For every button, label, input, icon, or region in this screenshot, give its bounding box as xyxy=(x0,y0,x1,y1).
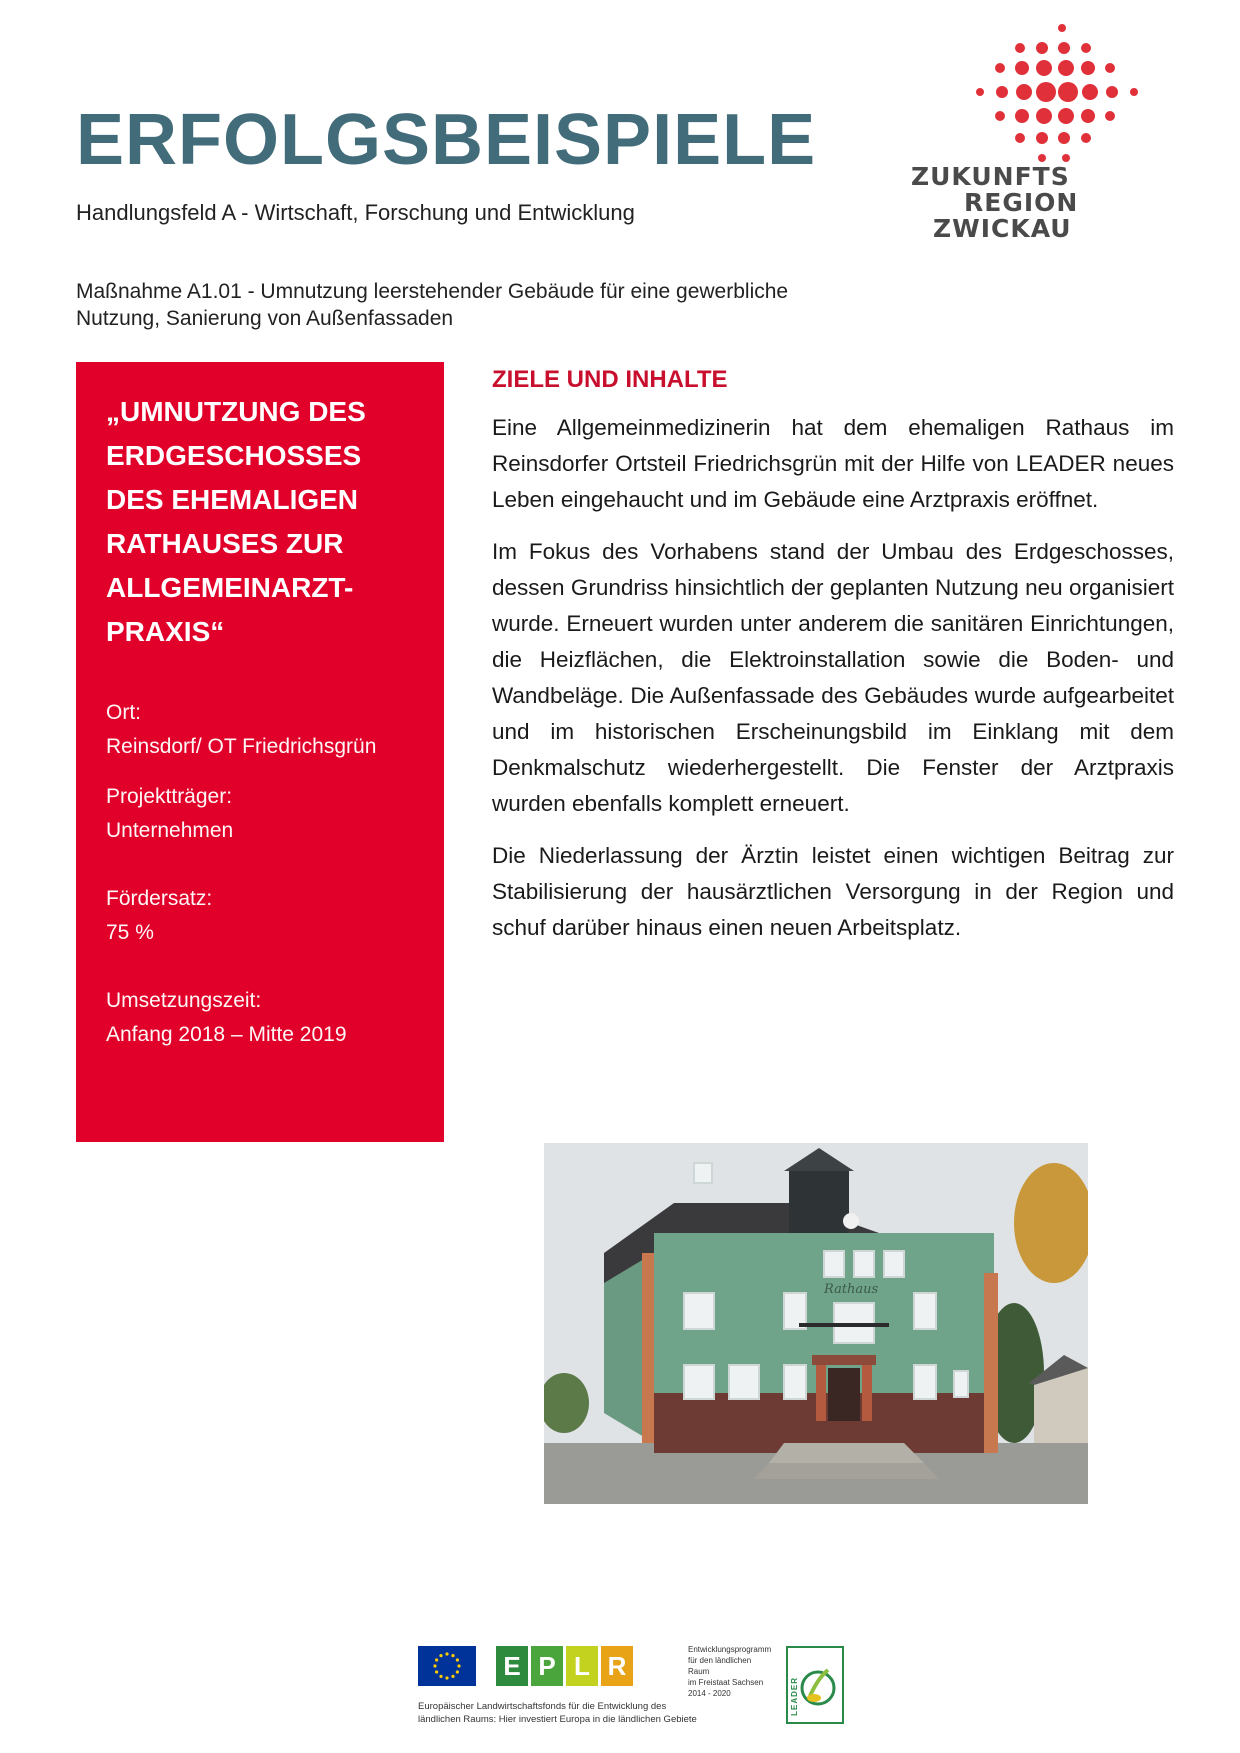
project-info-sidebar xyxy=(76,362,444,1142)
project-facts xyxy=(106,696,414,1052)
quote-line: DES EHEMALIGEN xyxy=(106,484,359,515)
logo-dot xyxy=(1038,154,1046,162)
eu-star xyxy=(457,1664,460,1667)
eu-flag-icon xyxy=(418,1646,476,1686)
content-paragraph: Eine Allgemeinmedizinerin hat dem ehemaligen Rathaus im Reinsdorfer Ortsteil Friedrichsgrün mit der Hilfe von LEADER neues Leben eingehaucht und im Gebäude eine Arztpraxis eröffnet. xyxy=(492,415,1174,512)
logo-dot xyxy=(1015,109,1029,123)
zukunftsregion-zwickau-logo xyxy=(900,20,1230,270)
logo-dot xyxy=(1058,132,1070,144)
eu-star xyxy=(451,1675,454,1678)
measure-line-2: Nutzung, Sanierung von Außenfassaden xyxy=(76,307,454,330)
handlungsfeld-subtitle: Handlungsfeld A - Wirtschaft, Forschung und Entwicklung xyxy=(76,200,635,225)
logo-dot xyxy=(1081,43,1091,53)
logo-dot xyxy=(1036,82,1056,102)
eu-star xyxy=(439,1675,442,1678)
traeger-group xyxy=(106,780,414,848)
logo-dot xyxy=(995,63,1005,73)
content-paragraph: Im Fokus des Vorhabens stand der Umbau des Erdgeschosses, dessen Grundriss hinsichtlich der geplanten Nutzung neu organisiert wurde. Erneuert wurden unter anderem die sanitären Einrichtungen, die Heizflächen, die Elektroinstallation sowie die Boden- und Wandbeläge. Die Außenfassade des Gebäudes wurde aufgearbeitet und im historischen Erscheinungsbild im Einklang mit dem Denkmalschutz wiederhergestellt. Die Fenster der Arztpraxis wurden ebenfalls komplett erneuert. xyxy=(492,539,1174,816)
eu-star xyxy=(451,1654,454,1657)
page-title: ERFOLGSBEISPIELE xyxy=(76,100,817,180)
logo-dot xyxy=(1130,88,1138,96)
logo-dot xyxy=(1062,154,1070,162)
rathaus-illustration xyxy=(544,1143,1088,1504)
funding-footer xyxy=(418,1644,848,1730)
section-heading: ZIELE UND INHALTE xyxy=(492,366,728,393)
eu-star xyxy=(456,1658,459,1661)
eplr-letter: R xyxy=(601,1646,633,1686)
logo-dot xyxy=(1058,42,1070,54)
logo-dot xyxy=(1105,63,1115,73)
logo-dot xyxy=(1082,84,1098,100)
quote-line: „UMNUTZUNG DES xyxy=(106,396,366,427)
project-quote xyxy=(106,390,414,654)
logo-dot xyxy=(1058,108,1074,124)
eplr-desc-line: 2014 - 2020 xyxy=(688,1689,731,1698)
eplr-description xyxy=(688,1644,772,1699)
logo-dot xyxy=(1036,42,1048,54)
measure-line-1: Maßnahme A1.01 - Umnutzung leerstehender Gebäude für eine gewerbliche xyxy=(76,280,789,303)
leader-word: LEADER xyxy=(790,1677,799,1716)
leader-logo xyxy=(786,1646,844,1724)
logo-dot xyxy=(1036,60,1052,76)
eu-star xyxy=(445,1676,448,1679)
logo-dot xyxy=(976,88,984,96)
logo-dot xyxy=(1058,24,1066,32)
eu-star xyxy=(435,1658,438,1661)
quote-line: ERDGESCHOSSES xyxy=(106,440,362,471)
eu-star xyxy=(439,1654,442,1657)
logo-dot xyxy=(1016,84,1032,100)
logo-dot xyxy=(1015,43,1025,53)
quote-line: PRAXIS“ xyxy=(106,616,225,647)
logo-dot xyxy=(1081,133,1091,143)
eu-star xyxy=(435,1670,438,1673)
quote-line: ALLGEMEINARZT- xyxy=(106,572,354,603)
eplr-letter: E xyxy=(496,1646,528,1686)
logo-dot xyxy=(1036,132,1048,144)
rathaus-photo xyxy=(544,1143,1088,1504)
zeit-value: Anfang 2018 – Mitte 2019 xyxy=(106,1023,347,1046)
eplr-logo xyxy=(496,1646,636,1686)
quote-line: RATHAUSES ZUR xyxy=(106,528,344,559)
zeit-label: Umsetzungszeit: xyxy=(106,989,262,1012)
eu-funding-text xyxy=(418,1700,758,1726)
eu-stars xyxy=(418,1646,476,1686)
logo-dot xyxy=(1081,109,1095,123)
rathaus-sign: Rathaus xyxy=(824,1282,879,1297)
eplr-letter: L xyxy=(566,1646,598,1686)
logo-dot xyxy=(1081,61,1095,75)
logo-dot xyxy=(1015,61,1029,75)
eplr-letter: P xyxy=(531,1646,563,1686)
foerder-label: Fördersatz: xyxy=(106,887,213,910)
logo-text-line-1: ZUKUNFTS xyxy=(911,162,1070,191)
logo-dot xyxy=(1105,111,1115,121)
logo-text-line-2: REGION xyxy=(964,188,1079,217)
eplr-desc-line: Entwicklungsprogramm xyxy=(688,1645,772,1654)
logo-dot xyxy=(1015,133,1025,143)
eplr-desc-line: für den ländlichen Raum xyxy=(688,1656,752,1676)
main-content xyxy=(492,366,1174,962)
logo-dot xyxy=(996,86,1008,98)
eu-text-line-2: ländlichen Raums: Hier investiert Europa in die ländlichen Gebiete xyxy=(418,1714,697,1725)
foerder-group xyxy=(106,882,414,950)
content-paragraph: Die Niederlassung der Ärztin leistet einen wichtigen Beitrag zur Stabilisierung der hausärztlichen Versorgung in der Region und schuf darüber hinaus einen neuen Arbeitsplatz. xyxy=(492,843,1174,940)
ort-label: Ort: xyxy=(106,701,141,724)
measure-description xyxy=(76,278,876,332)
eu-star xyxy=(456,1670,459,1673)
ort-value: Reinsdorf/ OT Friedrichsgrün xyxy=(106,735,377,758)
logo-dot xyxy=(1036,108,1052,124)
eplr-desc-line: im Freistaat Sachsen xyxy=(688,1678,764,1687)
eu-star xyxy=(433,1664,436,1667)
logo-dot xyxy=(1106,86,1118,98)
traeger-label: Projektträger: xyxy=(106,785,233,808)
logo-dot xyxy=(995,111,1005,121)
zeit-group xyxy=(106,984,414,1052)
logo-dot xyxy=(1058,82,1078,102)
eu-text-line-1: Europäischer Landwirtschaftsfonds für die Entwicklung des xyxy=(418,1701,667,1712)
foerder-value: 75 % xyxy=(106,921,154,944)
logo-text-line-3: ZWICKAU xyxy=(933,214,1072,243)
eu-star xyxy=(445,1652,448,1655)
traeger-value: Unternehmen xyxy=(106,819,234,842)
logo-dot xyxy=(1058,60,1074,76)
ort-group xyxy=(106,696,414,764)
